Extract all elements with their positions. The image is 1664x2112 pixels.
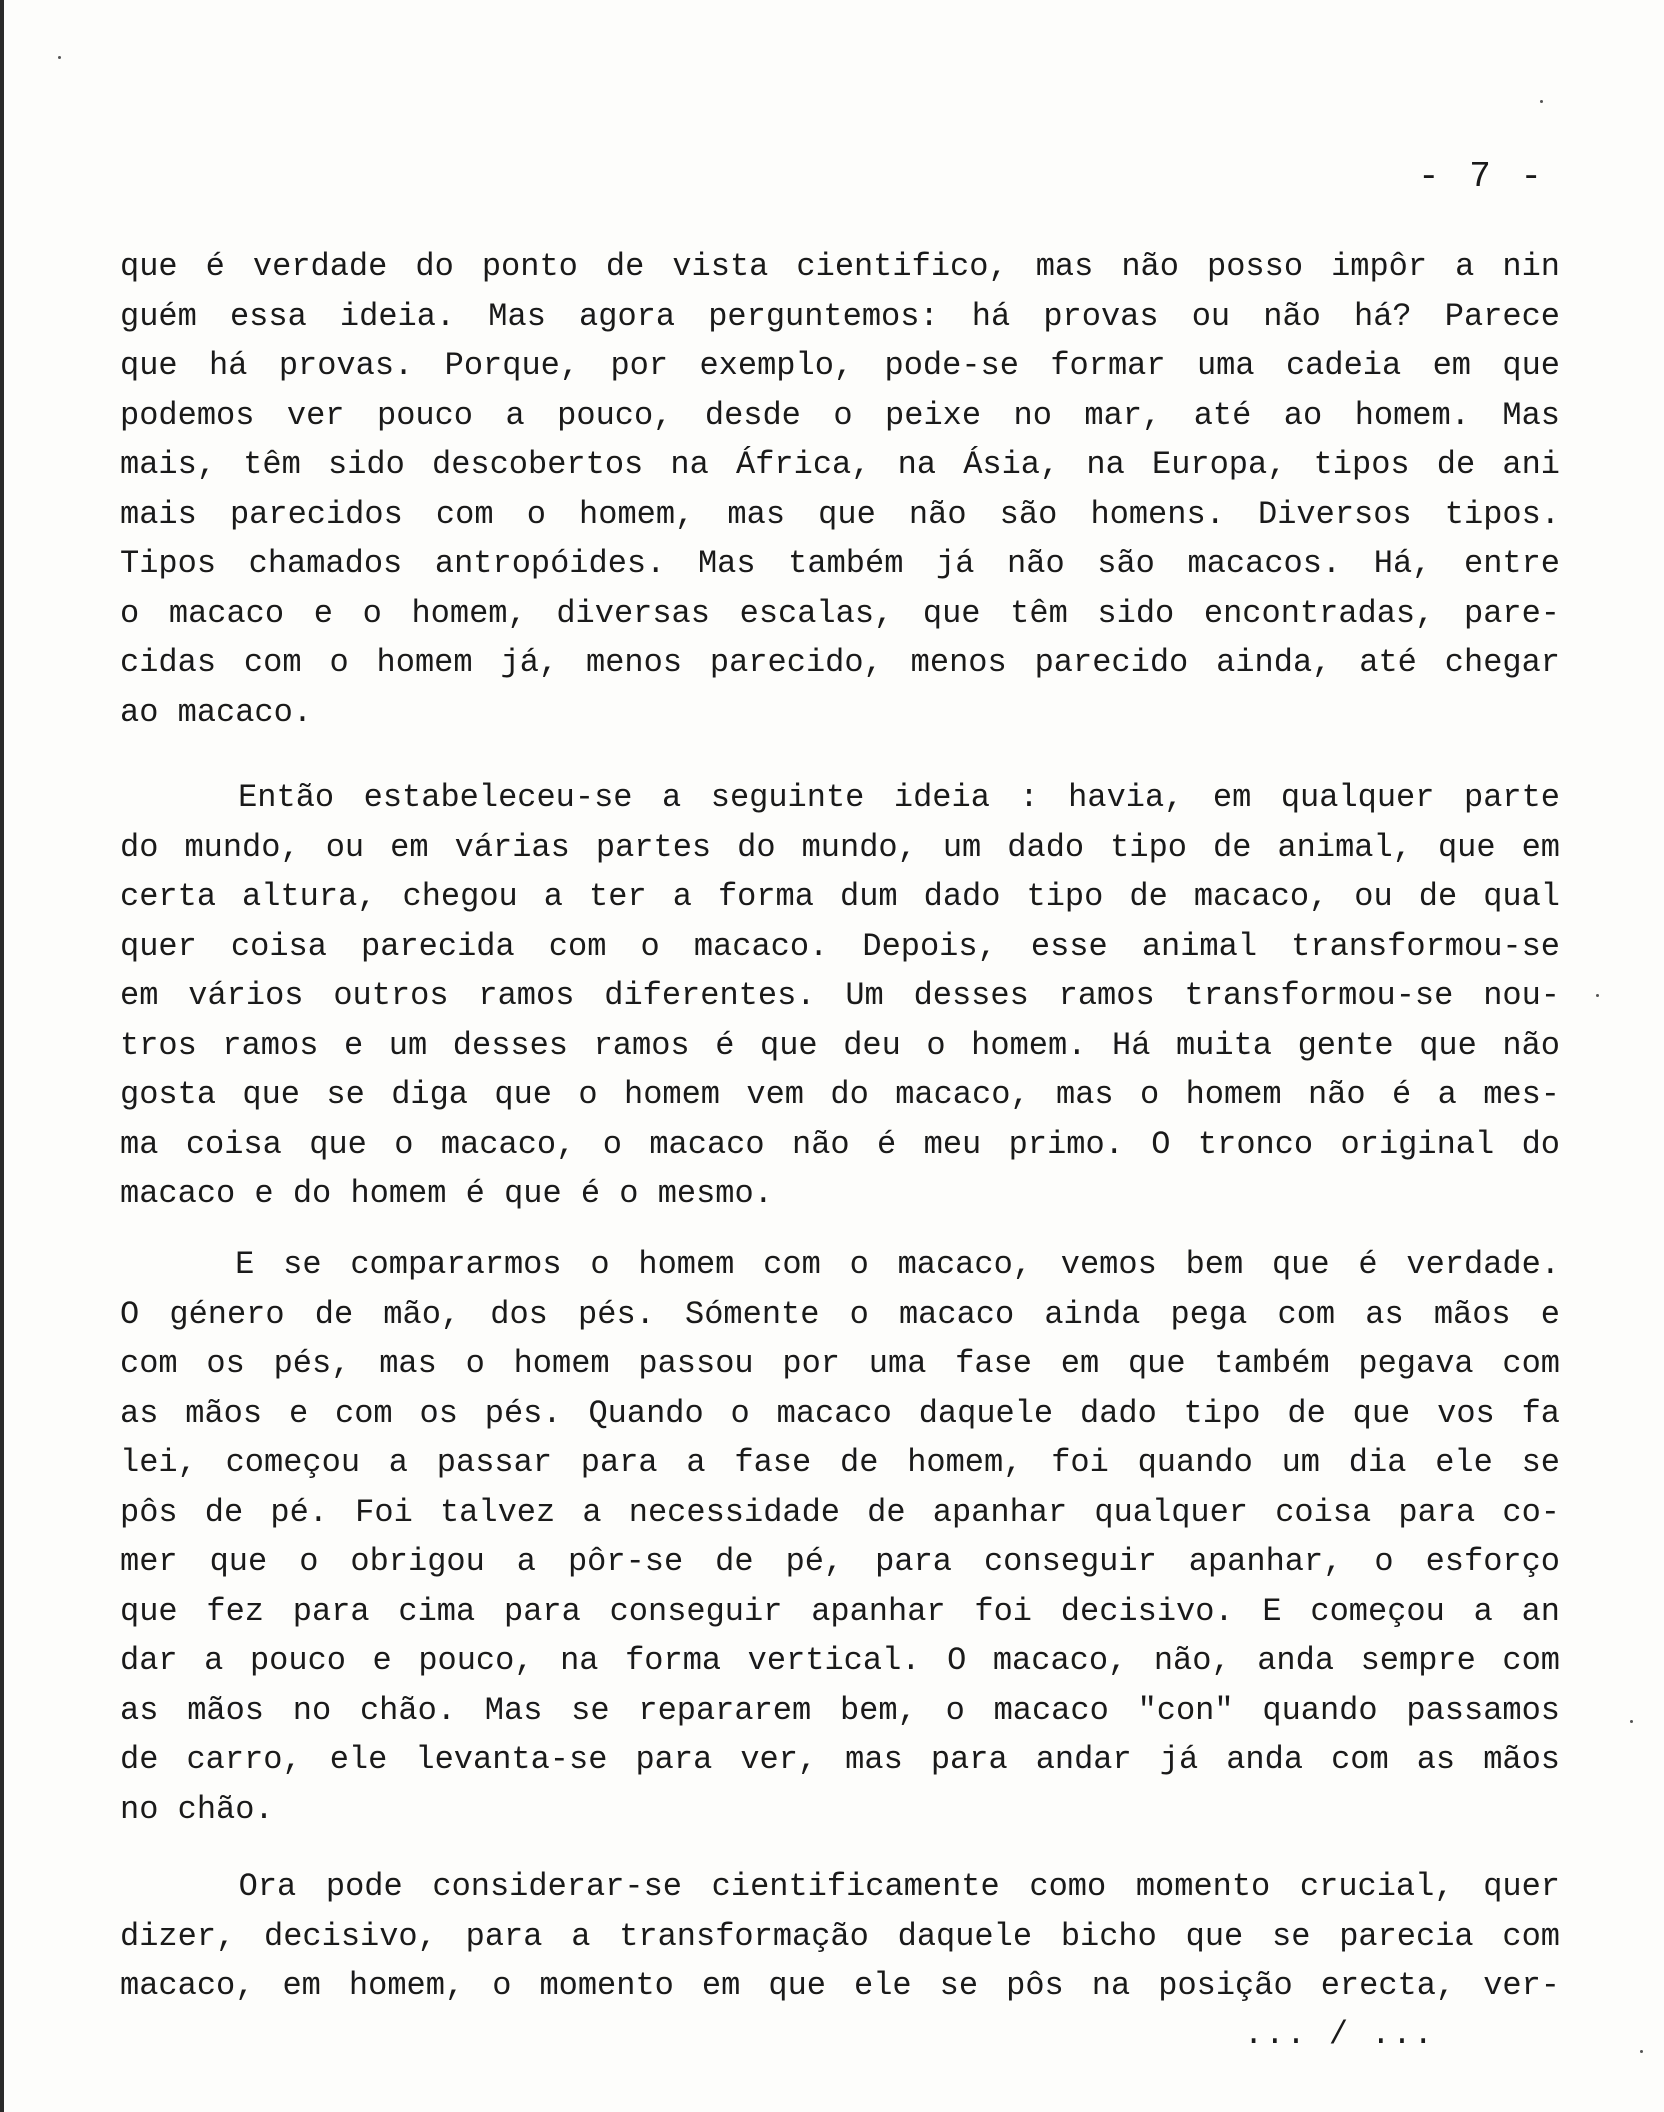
- text-line: o macaco e o homem, diversas escalas, que têm sido encontradas, pare-: [120, 594, 1560, 632]
- continuation-marker: ... / ...: [1244, 2016, 1435, 2053]
- text-line: pôs de pé. Foi talvez a necessidade de apanhar qualquer coisa para co-: [120, 1493, 1560, 1531]
- text-line: as mãos e com os pés. Quando o macaco daquele dado tipo de que vos fa: [120, 1394, 1560, 1432]
- text-line: certa altura, chegou a ter a forma dum dado tipo de macaco, ou de qual: [120, 878, 1560, 915]
- text-line: que há provas. Porque, por exemplo, pode-se formar uma cadeia em que: [120, 347, 1560, 384]
- text-line: mais, têm sido descobertos na África, na Ásia, na Europa, tipos de ani: [120, 446, 1560, 483]
- paper-speck: [1630, 1720, 1633, 1723]
- paper-speck: [1640, 2050, 1643, 2053]
- text-line: guém essa ideia. Mas agora perguntemos: há provas ou não há? Parece: [120, 297, 1560, 335]
- paragraph-1: [120, 242, 1560, 737]
- text-line: macaco, em homem, o momento em que ele se pôs na posição erecta, ver-: [120, 1967, 1560, 2004]
- text-line: Tipos chamados antropóides. Mas também já não são macacos. Há, entre: [120, 545, 1560, 582]
- text-line: O género de mão, dos pés. Sómente o macaco ainda pega com as mãos e: [120, 1295, 1560, 1333]
- text-line: que fez para cima para conseguir apanhar foi decisivo. E começou a an: [120, 1592, 1560, 1630]
- text-line: macaco e do homem é que é o mesmo.: [120, 1175, 773, 1212]
- page-left-edge: [0, 0, 4, 2112]
- text-line: Ora pode considerar-se cientificamente como momento crucial, quer: [120, 1868, 1560, 1905]
- paper-speck: [1596, 994, 1599, 997]
- paper-speck: [1540, 100, 1543, 103]
- page-number: - 7 -: [1418, 156, 1547, 197]
- text-line: gosta que se diga que o homem vem do macaco, mas o homem não é a mes-: [120, 1076, 1560, 1113]
- text-line: lei, começou a passar para a fase de homem, foi quando um dia ele se: [120, 1444, 1560, 1481]
- paper-speck: [58, 56, 61, 59]
- text-line: E se compararmos o homem com o macaco, vemos bem que é verdade.: [120, 1246, 1560, 1283]
- text-line: cidas com o homem já, menos parecido, menos parecido ainda, até chegar: [120, 644, 1560, 681]
- text-line: mer que o obrigou a pôr-se de pé, para conseguir apanhar, o esforço: [120, 1543, 1560, 1580]
- text-line: de carro, ele levanta-se para ver, mas para andar já anda com as mãos: [120, 1741, 1560, 1778]
- text-line: tros ramos e um desses ramos é que deu o homem. Há muita gente que não: [120, 1026, 1560, 1064]
- paragraph-3: [120, 1240, 1560, 1834]
- text-line: as mãos no chão. Mas se repararem bem, o macaco "con" quando passamos: [120, 1691, 1560, 1729]
- paragraph-4: [120, 1862, 1560, 2011]
- text-line: podemos ver pouco a pouco, desde o peixe no mar, até ao homem. Mas: [120, 396, 1560, 434]
- text-line: dizer, decisivo, para a transformação daquele bicho que se parecia com: [120, 1917, 1560, 1955]
- text-line: ma coisa que o macaco, o macaco não é meu primo. O tronco original do: [120, 1125, 1560, 1163]
- text-line: no chão.: [120, 1790, 274, 1828]
- text-line: em vários outros ramos diferentes. Um desses ramos transformou-se nou-: [120, 977, 1560, 1014]
- text-line: dar a pouco e pouco, na forma vertical. O macaco, não, anda sempre com: [120, 1642, 1560, 1679]
- text-line: que é verdade do ponto de vista cientifico, mas não posso impôr a nin: [120, 248, 1560, 285]
- paragraph-2: [120, 773, 1560, 1219]
- text-line: quer coisa parecida com o macaco. Depois, esse animal transformou-se: [120, 927, 1560, 965]
- text-line: mais parecidos com o homem, mas que não são homens. Diversos tipos.: [120, 495, 1560, 533]
- text-line: do mundo, ou em várias partes do mundo, um dado tipo de animal, que em: [120, 828, 1560, 866]
- text-line: ao macaco.: [120, 693, 313, 731]
- text-line: com os pés, mas o homem passou por uma fase em que também pegava com: [120, 1345, 1560, 1382]
- text-line: Então estabeleceu-se a seguinte ideia : havia, em qualquer parte: [120, 779, 1560, 816]
